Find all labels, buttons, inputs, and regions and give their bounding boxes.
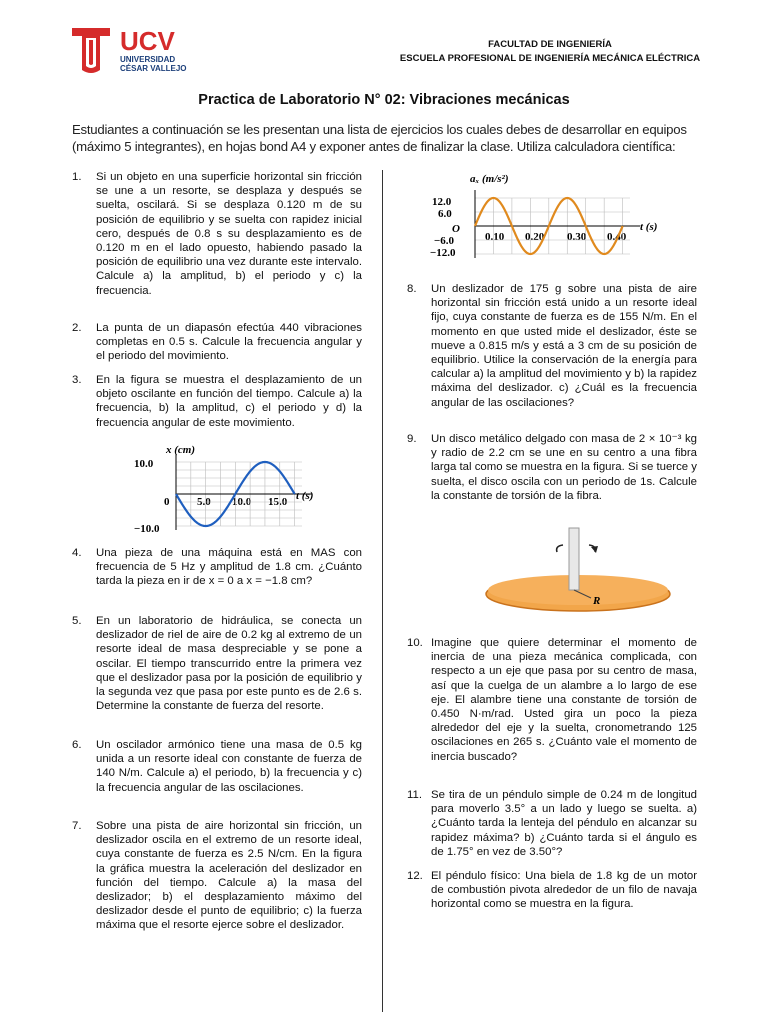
question-12 bbox=[407, 869, 697, 912]
y-tick-label: −10.0 bbox=[134, 523, 160, 535]
question-number: 11. bbox=[407, 789, 422, 801]
question-9 bbox=[407, 432, 697, 503]
logo-subtitle-1: UNIVERSIDAD bbox=[120, 55, 176, 64]
torsion-disk-figure bbox=[483, 526, 673, 618]
question-6 bbox=[72, 738, 362, 795]
fiber-shape bbox=[569, 528, 579, 590]
y-tick-label: −6.0 bbox=[434, 235, 455, 247]
arrowhead-icon bbox=[591, 546, 598, 553]
y-tick-label: 6.0 bbox=[438, 208, 452, 220]
x-tick-label: 5.0 bbox=[197, 496, 211, 508]
x-axis-label: t (s) bbox=[296, 490, 314, 502]
question-8 bbox=[407, 282, 697, 410]
question-text: En un laboratorio de hidráulica, se conecta un deslizador de riel de aire de 0.2 kg al extremo de un resorte ideal de masa despreciable y se pone a oscilar. El tiempo transcurrido entre la primera vez que el deslizador pasa por la posición de equilibrio y la segunda vez que pasa por este punto es de 2.6 s. Determine la constante de fuerza del resorte. bbox=[96, 615, 362, 713]
faculty-name: FACULTAD DE INGENIERÍA bbox=[488, 39, 612, 50]
question-number: 9. bbox=[407, 433, 417, 445]
origin-label: O bbox=[452, 223, 460, 235]
question-text: Un deslizador de 175 g sobre una pista de aire horizontal sin fricción está unido a un resorte ideal fijo, cuya constante de fuerza es de 155 N/m. En el momento en que usted mide el deslizador, éste se mueve a 0.815 m/s y está a 3 cm de su posición de equilibrio. Utilice la conservación de la energía para calcular a) la amplitud del movimiento y b) la rapidez máxima del deslizador. c) ¿Cuál es la frecuencia angular de las oscilaciones? bbox=[431, 283, 697, 409]
question-7 bbox=[72, 819, 362, 933]
logo-subtitle-2: CÉSAR VALLEJO bbox=[120, 64, 187, 73]
radius-label: R bbox=[593, 595, 601, 607]
question-number: 5. bbox=[72, 615, 82, 627]
x-tick-label: 15.0 bbox=[268, 496, 288, 508]
x-tick-label: 0 bbox=[164, 496, 170, 508]
intro-paragraph: Estudiantes a continuación se les presentan una lista de ejercicios los cuales debes de desarrollar en equipos (máximo 5 integrantes), en hojas bond A4 y exponer antes de finalizar la clase. Utiliza calculadora científica: bbox=[72, 122, 687, 154]
y-tick-label: −12.0 bbox=[430, 247, 456, 259]
question-10 bbox=[407, 636, 697, 764]
question-text: El péndulo físico: Una biela de 1.8 kg de un motor de combustión pivota alrededor de un filo de navaja horizontal como se muestra en la figura. bbox=[431, 870, 697, 911]
question-number: 3. bbox=[72, 374, 82, 386]
question-text: Un oscilador armónico tiene una masa de 0.5 kg unida a un resorte ideal con constante de fuerza de 140 N/m. Calcule a) el periodo, b) la frecuencia y c) la frecuencia angular de las oscilaciones. bbox=[96, 739, 362, 794]
question-number: 10. bbox=[407, 637, 423, 649]
y-axis-label: x (cm) bbox=[166, 444, 196, 456]
question-3 bbox=[72, 373, 362, 430]
question-11 bbox=[407, 788, 697, 859]
page-title: Practica de Laboratorio N° 02: Vibraciones mecánicas bbox=[198, 92, 570, 108]
question-number: 12. bbox=[407, 870, 423, 882]
y-tick-label: 10.0 bbox=[134, 458, 154, 470]
question-text: Se tira de un péndulo simple de 0.24 m de longitud para moverlo 3.5° a un lado y luego se suelta. a) ¿Cuánto tarda la lenteja del péndulo en alcanzar su rapidez máxima? b) ¿Cuánto tarda si el ángulo es de 1.75° en vez de 3.50°? bbox=[431, 789, 697, 858]
x-tick-label: 0.20 bbox=[525, 231, 545, 243]
question-number: 6. bbox=[72, 739, 82, 751]
question-text: La punta de un diapasón efectúa 440 vibraciones completas en 0.5 s. Calcule la frecuencia angular y el periodo del movimiento. bbox=[96, 322, 362, 363]
question-4 bbox=[72, 546, 362, 589]
question-number: 4. bbox=[72, 547, 82, 559]
school-name: ESCUELA PROFESIONAL DE INGENIERÍA MECÁNICA ELÉCTRICA bbox=[399, 53, 701, 64]
question-text: En la figura se muestra el desplazamiento de un objeto oscilante en función del tiempo. Calcule a) la frecuencia, b) la amplitud, c) el periodo y d) la frecuencia angular de este movimiento. bbox=[96, 374, 362, 429]
x-axis-label: t (s) bbox=[640, 221, 658, 233]
question-number: 8. bbox=[407, 283, 417, 295]
question-1 bbox=[72, 170, 362, 298]
ucv-emblem-icon bbox=[72, 28, 110, 73]
question-text: Una pieza de una máquina está en MAS con frecuencia de 5 Hz y amplitud de 1.8 cm. ¿Cuánto tarda la pieza en ir de x = 0 a x = −1.8 cm? bbox=[96, 547, 362, 588]
x-tick-label: 0.40 bbox=[607, 231, 627, 243]
x-tick-label: 10.0 bbox=[232, 496, 252, 508]
y-tick-label: 12.0 bbox=[432, 196, 452, 208]
question-number: 2. bbox=[72, 322, 82, 334]
question-2 bbox=[72, 321, 362, 364]
logo-text: UCV bbox=[120, 26, 175, 56]
question-text: Imagine que quiere determinar el momento de inercia de una pieza mecánica complicada, con respecto a un eje que pasa por su centro de masa, así que la cuelga de un alambre a lo largo de ese eje. El alambre tiene una constante de torsión de 0.450 N·m/rad. Usted gira un poco la pieza alrededor del eje y la suelta, cronometrando 125 oscilaciones en 265 s. ¿Cuánto vale el momento de inercia buscado? bbox=[431, 637, 697, 763]
x-tick-label: 0.30 bbox=[567, 231, 587, 243]
question-text: Si un objeto en una superficie horizontal sin fricción se une a un resorte, se desplaza y después se suelta, oscilará. Si se desplaza 0.120 m de su posición de equilibrio y se suelta con rapidez inicial cero, después de 0.8 s su desplazamiento es de 0.120 m en el lado opuesto, habiendo pasado la posición de equilibrio una vez durante este intervalo. Calcule a) la amplitud, b) el periodo y c) la frecuencia. bbox=[96, 171, 362, 297]
question-number: 1. bbox=[72, 171, 82, 183]
question-number: 7. bbox=[72, 820, 82, 832]
x-tick-label: 0.10 bbox=[485, 231, 505, 243]
question-text: Sobre una pista de aire horizontal sin fricción, un deslizador oscila en el extremo de un resorte ideal, cuya constante de fuerza es 2.5 N/cm. En la figura la gráfica muestra la aceleración del deslizador en función del tiempo. Calcule a) la masa del deslizador; b) el desplazamiento máximo del deslizador desde el punto de equilibrio; c) la fuerza máxima que el resorte ejerce sobre el deslizador. bbox=[96, 820, 362, 932]
faculty-header bbox=[355, 38, 745, 66]
question-5 bbox=[72, 614, 362, 713]
question-text: Un disco metálico delgado con masa de 2 × 10⁻³ kg y radio de 2.2 cm se une en su centro a una fibra larga tal como se muestra en la figura. Si se tuerce y suelta, el disco oscila con un periodo de 1s. Calcule la constante de torsión de la fibra. bbox=[431, 433, 697, 502]
column-divider bbox=[382, 170, 383, 1012]
acceleration-graph bbox=[430, 168, 670, 268]
displacement-graph bbox=[132, 442, 322, 538]
y-axis-label: aₓ (m/s²) bbox=[470, 173, 509, 185]
ucv-logo bbox=[70, 26, 210, 76]
